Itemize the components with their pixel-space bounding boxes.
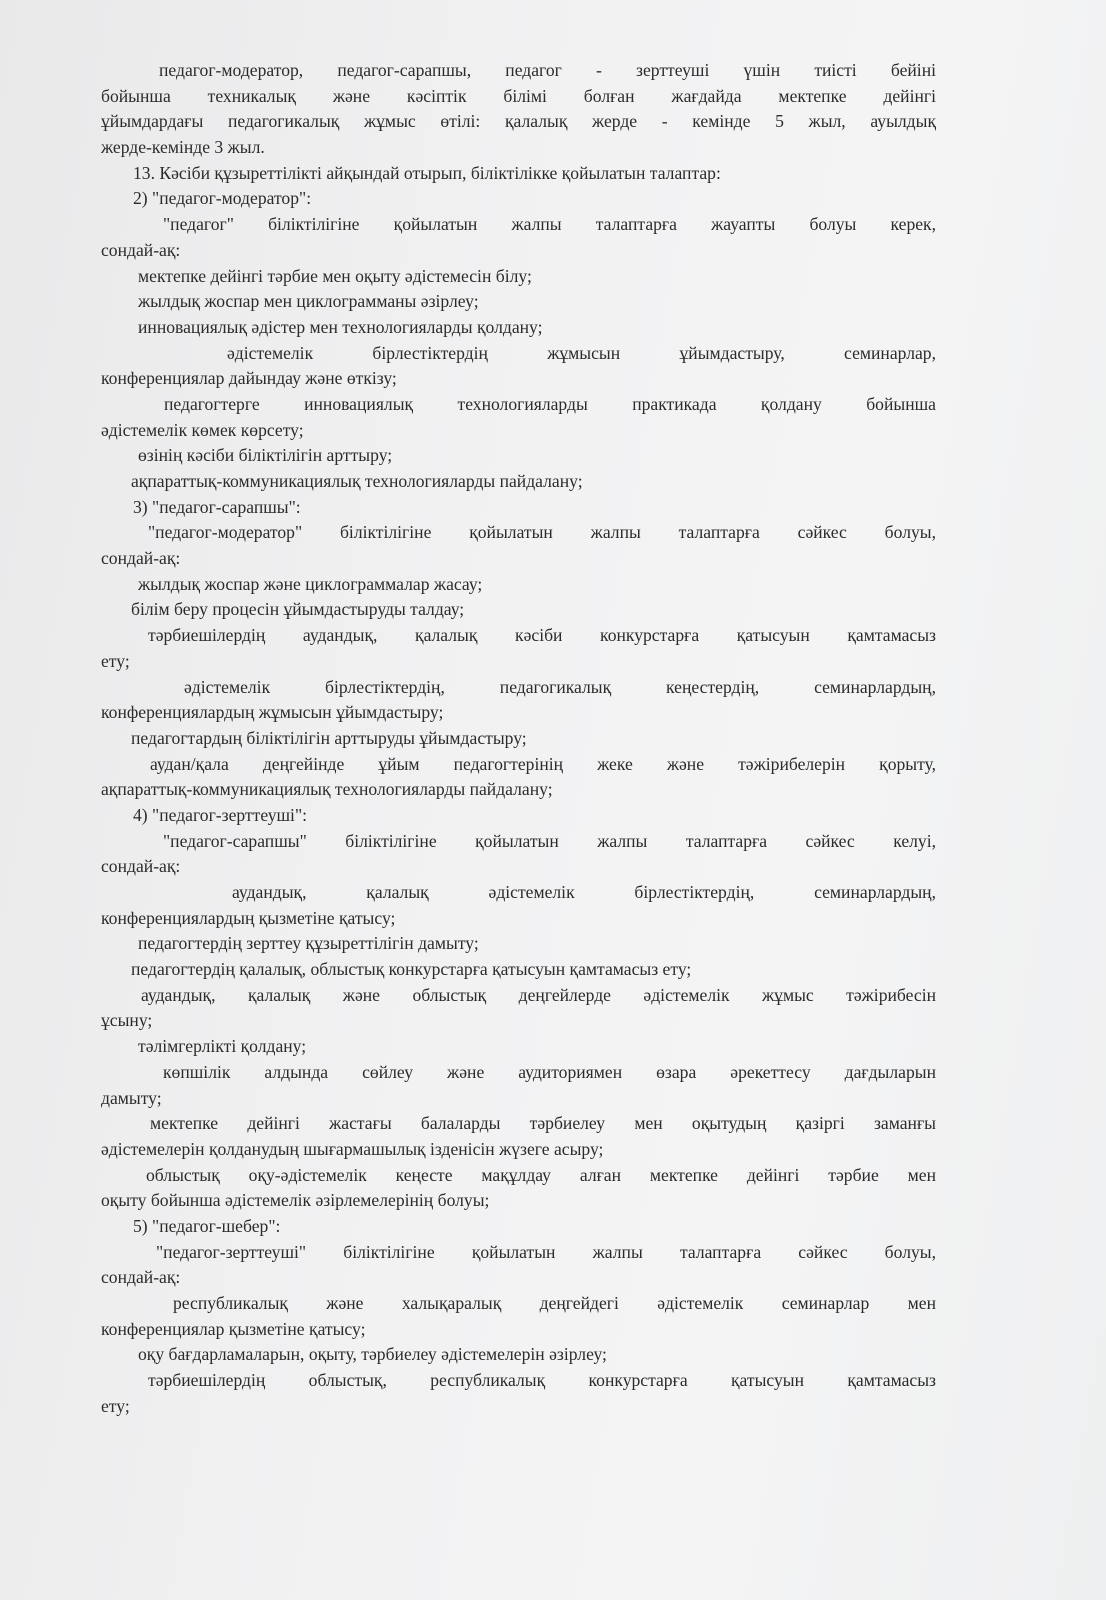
text-line: инновациялық әдістер мен технологияларды қолдану; (138, 316, 543, 337)
text-line: әдістемелерін қолданудың шығармашылық ізденісін жүзеге асыру; (101, 1138, 604, 1159)
text-line: өзінің кәсіби біліктілігін арттыру; (138, 445, 393, 466)
text-line: педагог-модератор, педагог-сарапшы, педагог - зерттеуші үшін тиісті бейіні (159, 60, 936, 80)
text-line: оқыту бойынша әдістемелік әзірлемелерінің болуы; (101, 1190, 490, 1211)
document-page (101, 58, 936, 1419)
text-line: аудандық, қалалық және облыстық деңгейлерде әдістемелік жұмыс тәжірибесін (141, 984, 936, 1005)
text-line: бойынша техникалық және кәсіптік білімі болған жағдайда мектепке дейінгі (101, 85, 936, 106)
text-line: сондай-ақ: (101, 548, 181, 569)
text-line: әдістемелік бірлестіктердің, педагогикалық кеңестердің, семинарлардың, (184, 676, 936, 697)
text-line: тәрбиешілердің аудандық, қалалық кәсіби конкурстарға қатысуын қамтамасыз (148, 625, 936, 646)
text-line: аудан/қала деңгейінде ұйым педагогтерінің жеке және тәжірибелерін қорыту, (150, 753, 936, 774)
text-line: сондай-ақ: (101, 1267, 181, 1288)
text-line: ету; (101, 1395, 130, 1416)
text-line: сондай-ақ: (101, 856, 181, 877)
text-line: 2) "педагог-модератор": (133, 188, 312, 209)
text-line: жылдық жоспар мен циклограмманы әзірлеу; (138, 291, 479, 312)
text-line: ақпараттық-коммуникациялық технологияларды пайдалану; (101, 779, 553, 800)
text-line: сондай-ақ: (101, 239, 181, 260)
text-line: облыстық оқу-әдістемелік кеңесте мақұлдау алған мектепке дейінгі тәрбие мен (146, 1164, 936, 1185)
text-line: педагогтардың біліктілігін арттыруды ұйымдастыру; (131, 727, 527, 748)
text-line: ақпараттық-коммуникациялық технологияларды пайдалану; (131, 471, 583, 491)
text-line: оқу бағдарламаларын, оқыту, тәрбиелеу әдістемелерін әзірлеу; (138, 1344, 607, 1365)
text-line: ету; (101, 650, 130, 671)
text-line: педагогтердің зерттеу құзыреттілігін дамыту; (138, 933, 479, 954)
text-line: "педагог" біліктілігіне қойылатын жалпы талаптарға жауапты болуы керек, (163, 214, 936, 235)
text-line: білім беру процесін ұйымдастыруды талдау; (131, 599, 465, 620)
text-line: 4) "педагог-зерттеуші": (133, 804, 308, 825)
text-line: әдістемелік бірлестіктердің жұмысын ұйымдастыру, семинарлар, (227, 342, 936, 363)
text-line: тәрбиешілердің облыстық, республикалық конкурстарға қатысуын қамтамасыз (148, 1370, 936, 1391)
text-line: педагогтерге инновациялық технологияларды практикада қолдану бойынша (164, 393, 936, 414)
text-line: конференциялар қызметіне қатысу; (101, 1318, 366, 1339)
text-line: конференциялар дайындау және өткізу; (101, 368, 397, 389)
text-line: педагогтердің қалалық, облыстық конкурстарға қатысуын қамтамасыз ету; (131, 959, 692, 980)
text-line: жерде-кемінде 3 жыл. (101, 137, 265, 158)
text-line: конференциялардың қызметіне қатысу; (101, 907, 396, 928)
text-line: ұйымдардағы педагогикалық жұмыс өтілі: қалалық жерде - кемінде 5 жыл, ауылдық (101, 111, 936, 132)
text-line: аудандық, қалалық әдістемелік бірлестіктердің, семинарлардың, (232, 882, 936, 902)
text-line: ұсыну; (101, 1010, 153, 1031)
text-line: конференциялардың жұмысын ұйымдастыру; (101, 702, 444, 723)
text-line: 13. Кәсіби құзыреттілікті айқындай отырып, біліктілікке қойылатын талаптар: (133, 162, 721, 183)
text-line: "педагог-модератор" біліктілігіне қойылатын жалпы талаптарға сәйкес болуы, (148, 522, 936, 543)
text-line: 5) "педагог-шебер": (133, 1215, 281, 1236)
text-line: 3) "педагог-сарапшы": (133, 496, 301, 517)
text-line: көпшілік алдында сөйлеу және аудиториямен өзара әрекеттесу дағдыларын (163, 1061, 936, 1082)
text-line: әдістемелік көмек көрсету; (101, 419, 304, 440)
text-line: мектепке дейінгі тәрбие мен оқыту әдістемесін білу; (138, 265, 532, 286)
text-line: дамыту; (101, 1087, 162, 1108)
text-line: "педагог-зерттеуші" біліктілігіне қойылатын жалпы талаптарға сәйкес болуы, (156, 1241, 936, 1262)
text-line: мектепке дейінгі жастағы балаларды тәрбиелеу мен оқытудың қазіргі заманғы (150, 1113, 936, 1134)
text-line: тәлімгерлікті қолдану; (138, 1036, 307, 1057)
text-line: "педагог-сарапшы" біліктілігіне қойылатын жалпы талаптарға сәйкес келуі, (163, 830, 936, 851)
text-line: жылдық жоспар және циклограммалар жасау; (138, 573, 483, 594)
text-line: республикалық және халықаралық деңгейдегі әдістемелік семинарлар мен (173, 1293, 936, 1313)
